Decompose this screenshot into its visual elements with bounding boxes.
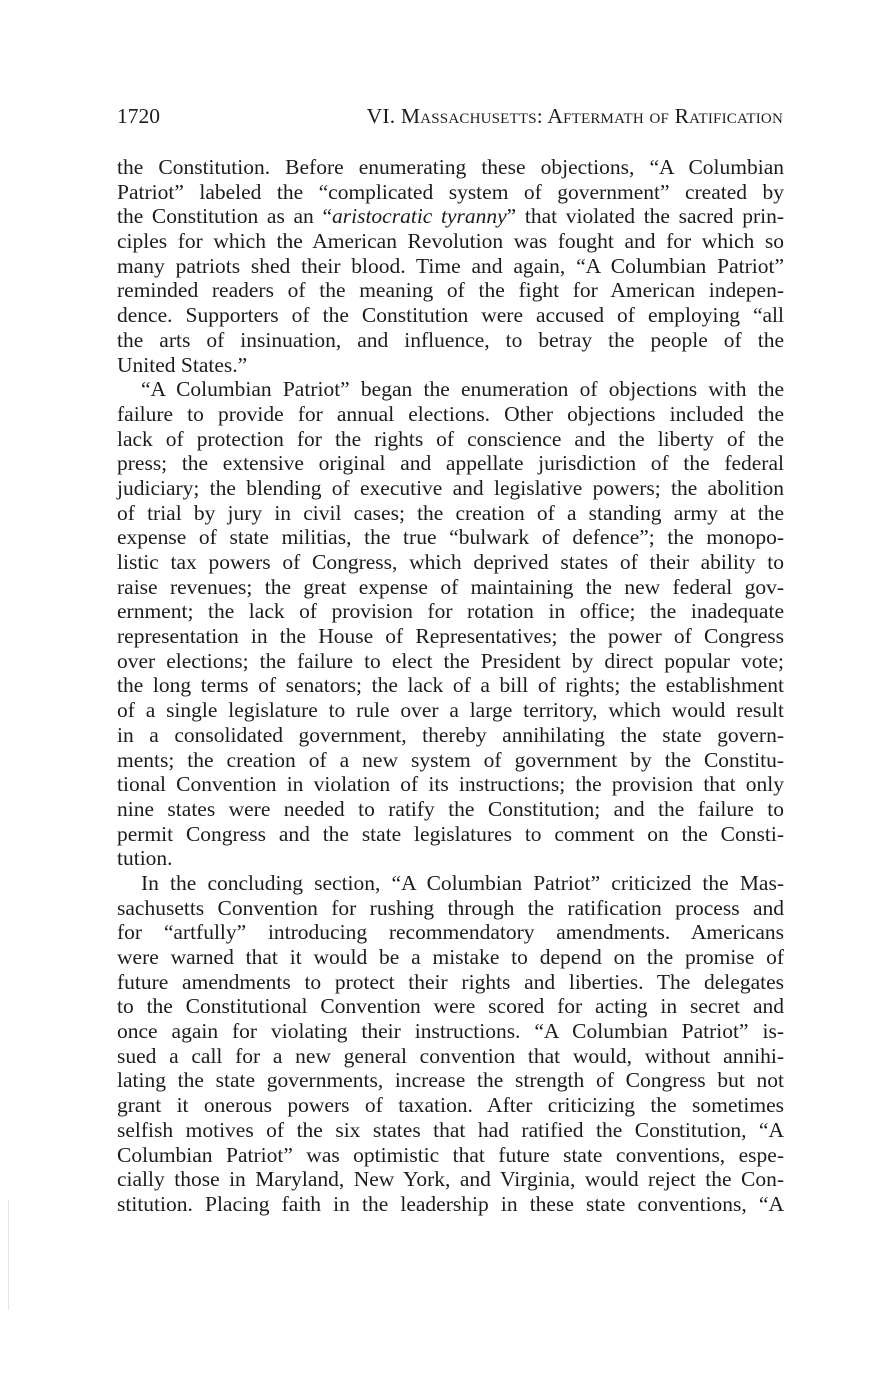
text-run: the Constitution. Before enumerating these objections, “A Columbian <box>117 155 784 179</box>
text-line <box>117 748 784 773</box>
text-run: reminded readers of the meaning of the fight for American indepen- <box>117 278 784 303</box>
scan-edge-mark <box>8 1200 9 1310</box>
text-run: In the concluding section, “A Columbian Patriot” criticized the Mas- <box>141 870 784 895</box>
text-run: grant it onerous powers of taxation. After criticizing the sometimes <box>117 1093 784 1118</box>
text-line <box>117 427 784 452</box>
text-run: sachusetts Convention for rushing through the ratification process and <box>117 895 784 920</box>
paragraph <box>117 871 784 1217</box>
text-run: representation in the House of Representatives; the power of Congress <box>117 624 784 649</box>
text-line <box>117 673 784 698</box>
text-run: press; the extensive original and appellate jurisdiction of the federal <box>117 451 784 476</box>
running-head: VI. Massachusetts: Aftermath of Ratification <box>366 104 783 128</box>
text-line <box>117 204 784 229</box>
page-number: 1720 <box>117 104 160 128</box>
text-run: expense of state militias, the true “bulwark of defence”; the monopo- <box>117 525 784 550</box>
text-line <box>117 994 784 1019</box>
text-line <box>117 896 784 921</box>
text-line <box>117 772 784 797</box>
page-header <box>117 104 783 134</box>
text-line <box>117 723 784 748</box>
text-run: lating the state governments, increase the strength of Congress but not <box>117 1068 784 1093</box>
text-line <box>117 698 784 723</box>
text-run: United States.” <box>117 352 248 377</box>
text-run: were warned that it would be a mistake to depend on the promise of <box>117 945 784 969</box>
text-line <box>117 599 784 624</box>
text-line <box>117 451 784 476</box>
text-line <box>117 501 784 526</box>
text-line <box>117 155 784 180</box>
text-run: ” that violated the sacred prin- <box>506 204 784 229</box>
text-line <box>117 945 784 970</box>
text-run: ernment; the lack of provision for rotation in office; the inadequate <box>117 599 784 624</box>
text-line <box>117 1143 784 1168</box>
text-line <box>117 1068 784 1093</box>
text-run: the long terms of senators; the lack of a bill of rights; the establishment <box>117 673 784 698</box>
text-line <box>117 254 784 279</box>
text-line <box>117 920 784 945</box>
text-run: in a consolidated government, thereby annihilating the state govern- <box>117 722 784 747</box>
text-run: for “artfully” introducing recommendatory amendments. Americans <box>117 920 784 945</box>
text-run: many patriots shed their blood. Time and again, “A Columbian Patriot” <box>117 253 784 278</box>
text-line <box>117 1167 784 1192</box>
text-run: listic tax powers of Congress, which deprived states of their ability to <box>117 550 784 574</box>
text-run: the Constitution as an “ <box>117 204 332 229</box>
text-run: the arts of insinuation, and influence, to betray the people of the <box>117 327 784 352</box>
text-run: over elections; the failure to elect the President by direct popular vote; <box>117 648 784 673</box>
text-run: of a single legislature to rule over a large territory, which would result <box>117 698 784 723</box>
text-run: Columbian Patriot” was optimistic that future state conventions, espe- <box>117 1142 784 1167</box>
text-run: once again for violating their instructions. “A Columbian Patriot” is- <box>117 1019 784 1044</box>
paragraph <box>117 377 784 871</box>
text-run: raise revenues; the great expense of maintaining the new federal gov- <box>117 574 784 599</box>
text-line <box>117 353 784 378</box>
text-line <box>117 1192 784 1217</box>
text-run: of trial by jury in civil cases; the creation of a standing army at the <box>117 500 784 525</box>
text-line <box>117 476 784 501</box>
text-run: tional Convention in violation of its instructions; the provision that only <box>117 772 784 797</box>
text-line <box>117 328 784 353</box>
paragraph <box>117 155 784 377</box>
text-line <box>117 303 784 328</box>
text-run: nine states were needed to ratify the Constitution; and the failure to <box>117 796 784 821</box>
text-run: dence. Supporters of the Constitution were accused of employing “all <box>117 303 784 328</box>
text-run: “A Columbian Patriot” began the enumeration of objections with the <box>141 377 784 402</box>
text-run: judiciary; the blending of executive and legislative powers; the abolition <box>117 475 784 500</box>
text-line <box>117 550 784 575</box>
text-run: Patriot” labeled the “complicated system of government” created by <box>117 179 784 204</box>
text-line <box>117 575 784 600</box>
text-line <box>117 377 784 402</box>
text-line <box>117 871 784 896</box>
text-line <box>117 1093 784 1118</box>
text-line <box>117 278 784 303</box>
text-run: stitution. Placing faith in the leadership in these state conventions, “A <box>117 1191 784 1216</box>
italic-phrase: aristocratic tyranny <box>332 204 507 229</box>
text-line <box>117 1019 784 1044</box>
text-run: ciples for which the American Revolution was fought and for which so <box>117 229 784 254</box>
text-run: failure to provide for annual elections. Other objections included the <box>117 401 784 426</box>
text-line <box>117 822 784 847</box>
text-line <box>117 797 784 822</box>
text-line <box>117 180 784 205</box>
text-run: tution. <box>117 846 173 871</box>
text-run: selfish motives of the six states that had ratified the Constitution, “A <box>117 1117 784 1142</box>
text-line <box>117 649 784 674</box>
text-line <box>117 1044 784 1069</box>
text-line <box>117 624 784 649</box>
text-run: ments; the creation of a new system of government by the Constitu- <box>117 747 784 772</box>
text-line <box>117 1118 784 1143</box>
text-run: future amendments to protect their rights and liberties. The delegates <box>117 969 784 994</box>
text-line <box>117 525 784 550</box>
text-line <box>117 846 784 871</box>
text-line <box>117 402 784 427</box>
text-run: lack of protection for the rights of conscience and the liberty of the <box>117 426 784 451</box>
text-run: sued a call for a new general convention that would, without annihi- <box>117 1043 784 1068</box>
text-run: permit Congress and the state legislatures to comment on the Consti- <box>117 821 784 846</box>
text-run: to the Constitutional Convention were scored for acting in secret and <box>117 994 784 1019</box>
text-run: cially those in Maryland, New York, and Virginia, would reject the Con- <box>117 1167 784 1192</box>
text-line <box>117 229 784 254</box>
text-line <box>117 970 784 995</box>
body-text <box>117 155 784 1217</box>
